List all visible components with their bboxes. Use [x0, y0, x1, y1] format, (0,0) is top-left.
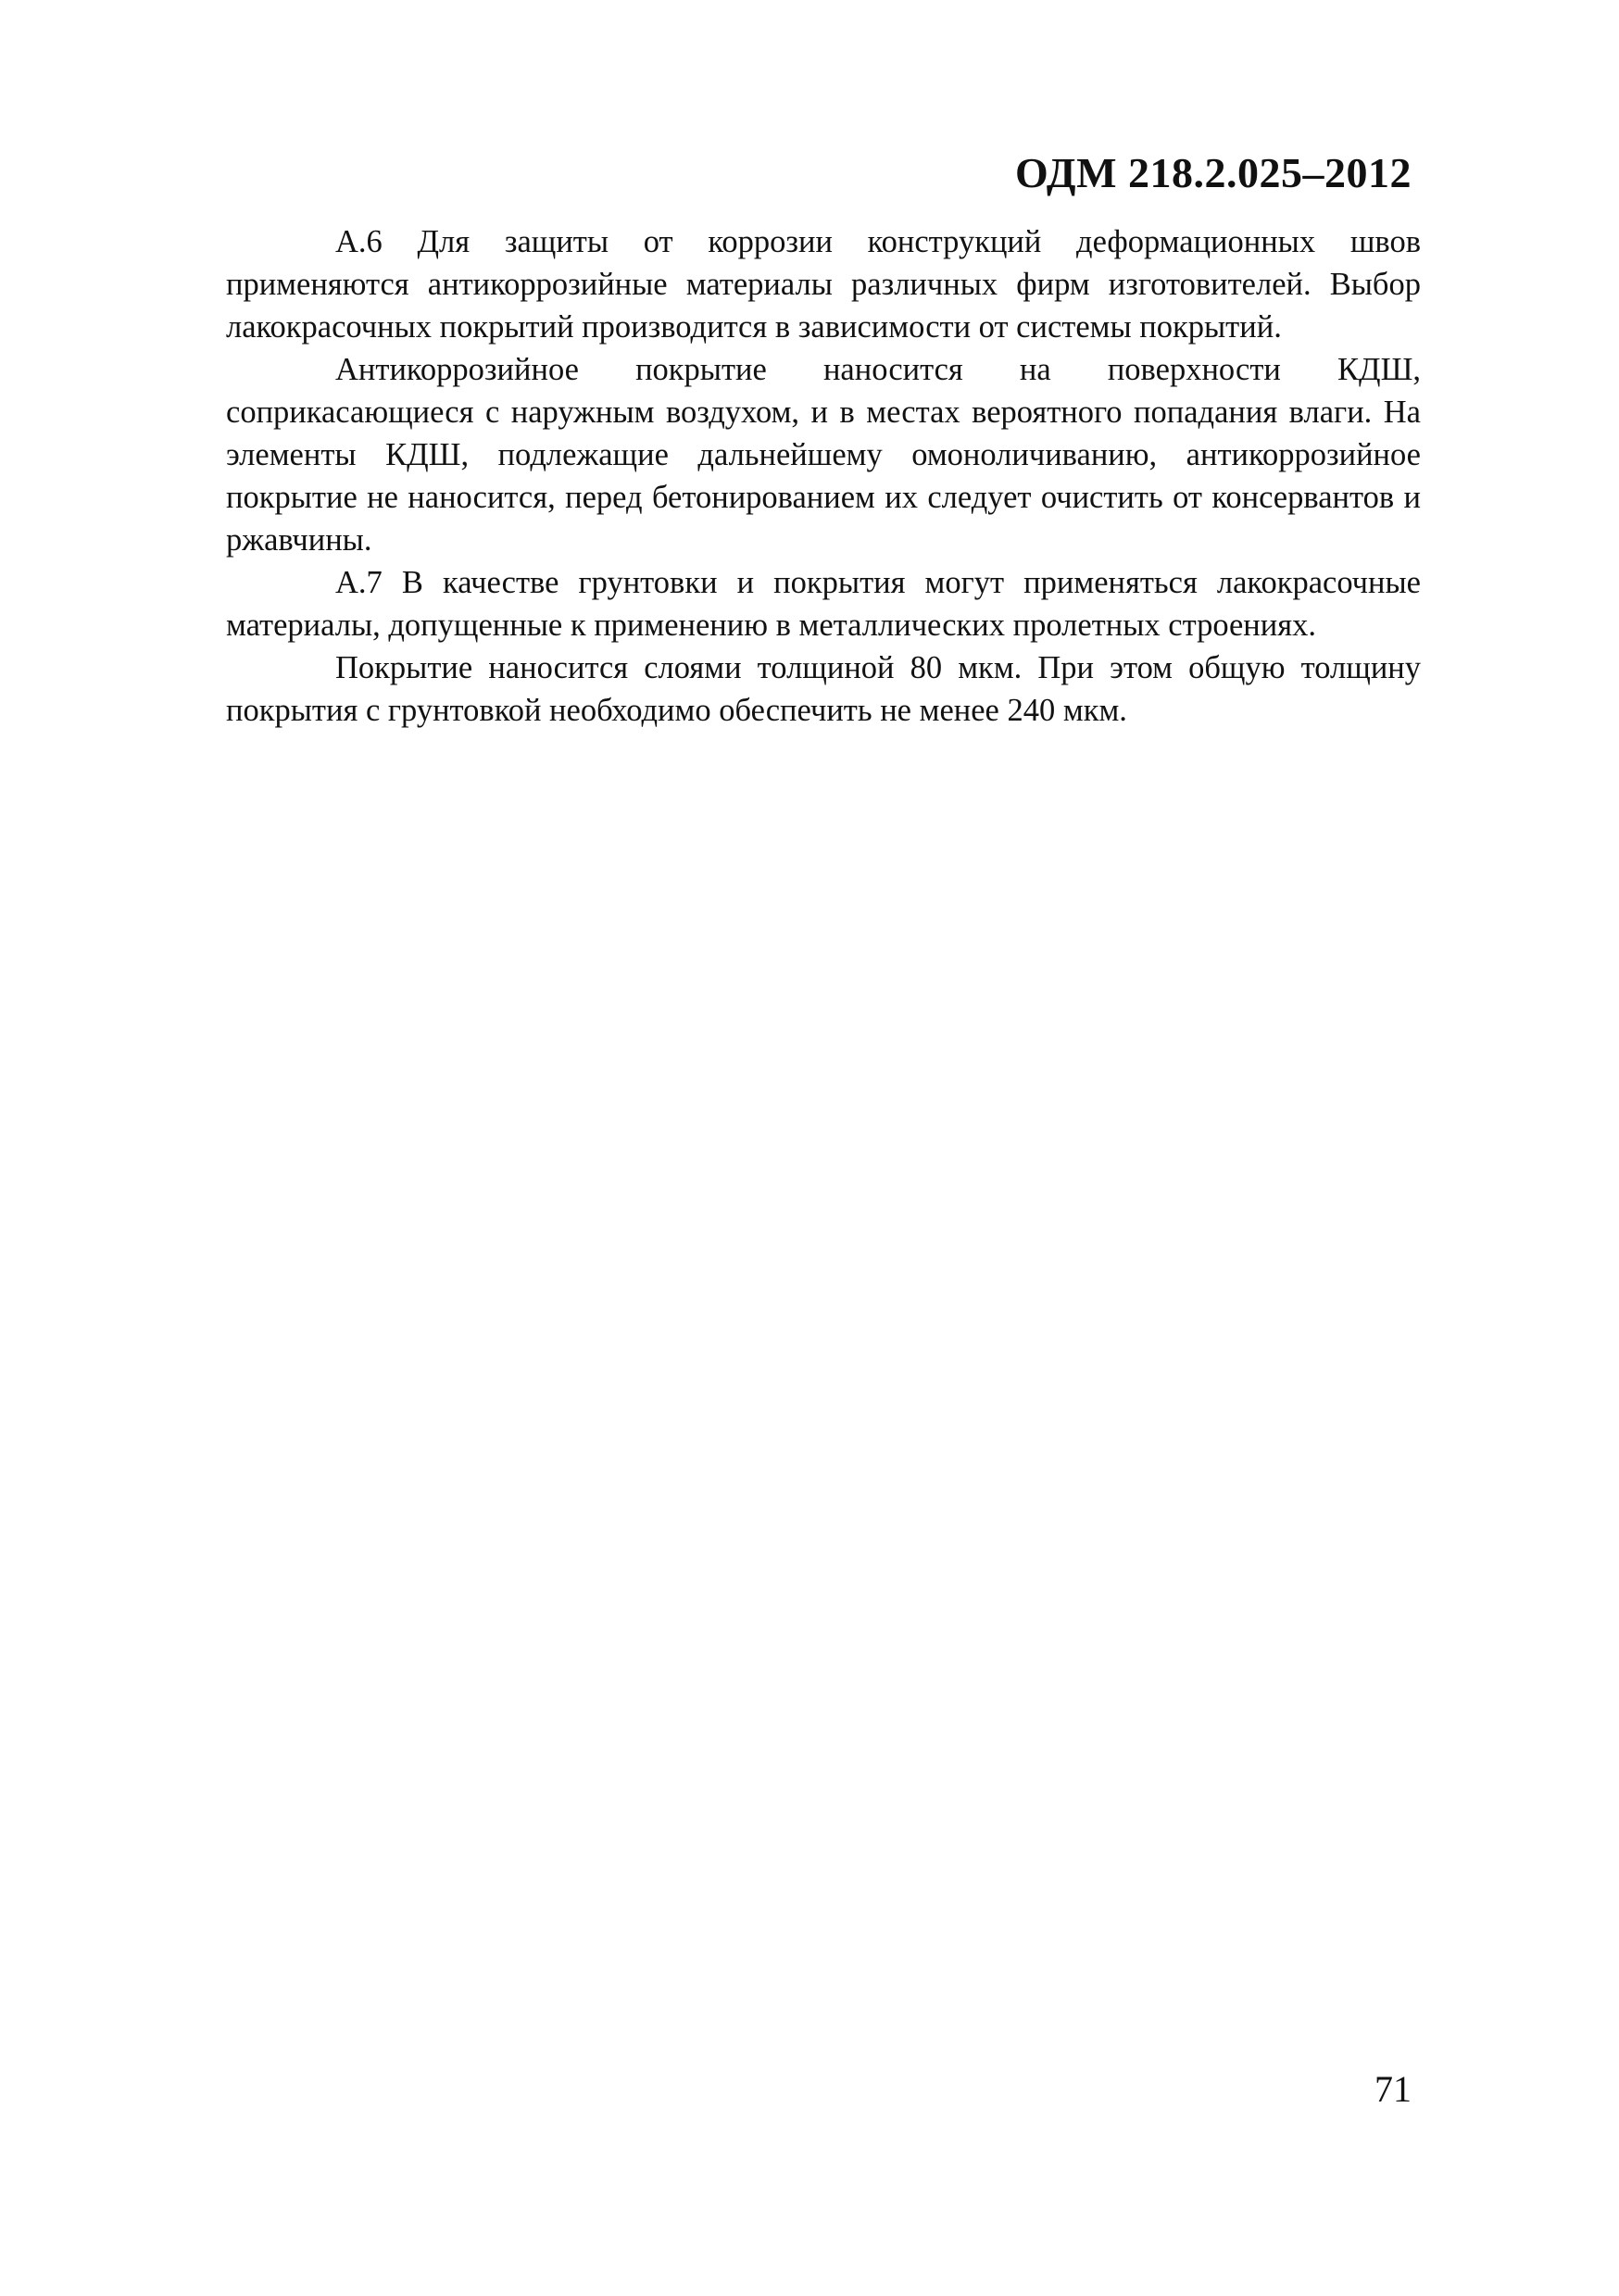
paragraph-anticorrosion: Антикоррозийное покрытие наносится на поверхности КДШ, соприкасающиеся с наружным воздухом, и в местах вероятного попадания влаги. На элементы КДШ, подлежащие дальнейшему омоноличиванию, антикоррозийное покрытие не наносится, перед бетонированием их следует очистить от консервантов и ржавчины.	[226, 352, 1421, 558]
body-text	[226, 220, 1421, 732]
paragraph-a7: А.7 В качестве грунтовки и покрытия могут применяться лакокрасочные материалы, допущенные к применению в металлических пролетных строениях.	[226, 565, 1421, 643]
page-number: 71	[1374, 2068, 1412, 2110]
document-code: ОДМ 218.2.025–2012	[1014, 149, 1412, 196]
paragraph-coating-thickness: Покрытие наносится слоями толщиной 80 мкм. При этом общую толщину покрытия с грунтовкой необходимо обеспечить не менее 240 мкм.	[226, 650, 1421, 728]
paragraph-a6: А.6 Для защиты от коррозии конструкций деформационных швов применяются антикоррозийные материалы различных фирм изготовителей. Выбор лакокрасочных покрытий производится в зависимости от системы покрытий.	[226, 224, 1421, 345]
